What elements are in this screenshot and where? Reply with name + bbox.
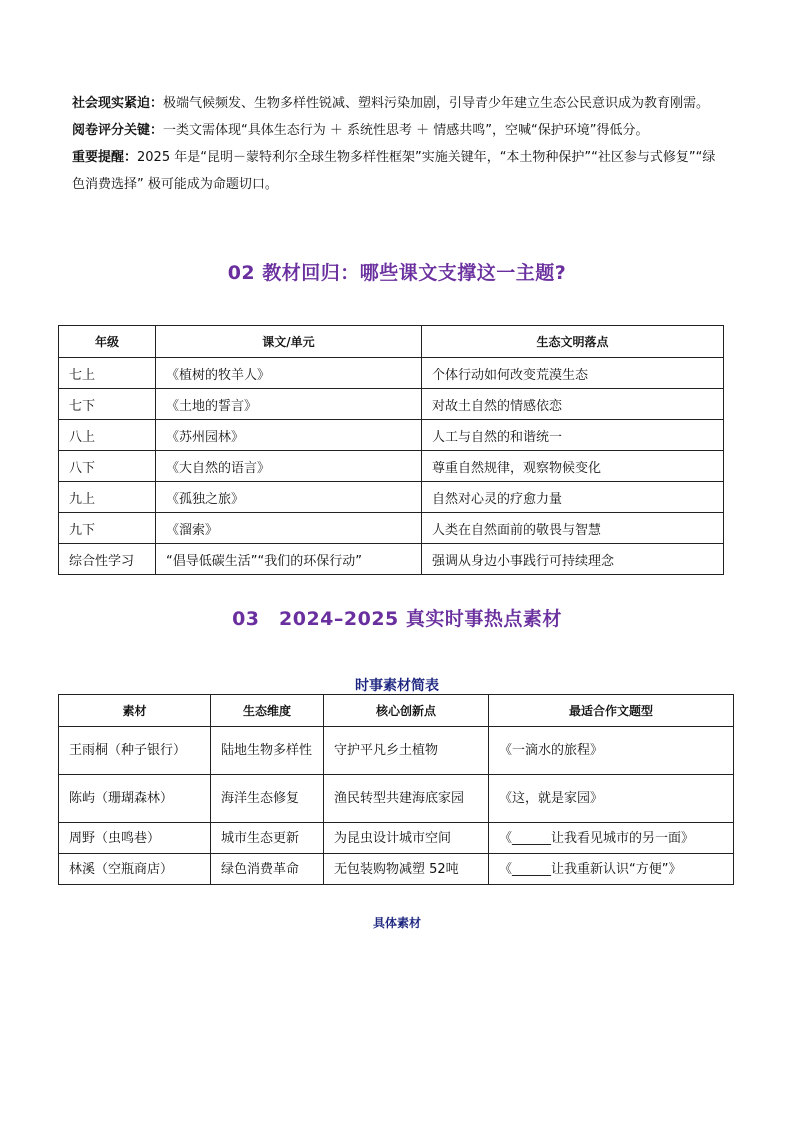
focus-cell: 人工与自然的和谐统一 bbox=[422, 420, 724, 451]
table-row bbox=[59, 420, 724, 451]
lesson-cell: 《溜索》 bbox=[156, 513, 422, 544]
table-row bbox=[59, 727, 734, 775]
lesson-cell: 《孤独之旅》 bbox=[156, 482, 422, 513]
table-row bbox=[59, 544, 724, 575]
materials-label: 具体素材 bbox=[372, 916, 421, 930]
focus-cell: 尊重自然规律，观察物候变化 bbox=[422, 451, 724, 482]
grade-cell: 七上 bbox=[59, 358, 156, 389]
intro-note: 社会现实紧迫：极端气候频发、生物多样性锐减、塑料污染加剧，引导青少年建立生态公民意识成为教育刚需。 bbox=[72, 96, 710, 111]
table-row bbox=[59, 775, 734, 823]
innovation-cell: 无包装购物减塑 52吨 bbox=[324, 854, 489, 885]
material-cell: 周野（虫鸣巷） bbox=[59, 823, 211, 854]
essay-topic-cell: 《一滴水的旅程》 bbox=[489, 727, 734, 775]
column-header: 核心创新点 bbox=[324, 695, 489, 727]
column-header: 课文/单元 bbox=[156, 326, 422, 358]
lesson-cell: 《土地的誓言》 bbox=[156, 389, 422, 420]
grade-cell: 七下 bbox=[59, 389, 156, 420]
table-caption: 时事素材简表 bbox=[355, 678, 439, 694]
dimension-cell: 绿色消费革命 bbox=[211, 854, 324, 885]
column-header: 生态文明落点 bbox=[422, 326, 724, 358]
table-header-row bbox=[59, 326, 724, 358]
grade-cell: 九上 bbox=[59, 482, 156, 513]
table-row bbox=[59, 854, 734, 885]
column-header: 最适合作文题型 bbox=[489, 695, 734, 727]
dimension-cell: 陆地生物多样性 bbox=[211, 727, 324, 775]
grade-cell: 综合性学习 bbox=[59, 544, 156, 575]
column-header: 年级 bbox=[59, 326, 156, 358]
innovation-cell: 渔民转型共建海底家园 bbox=[324, 775, 489, 823]
grade-cell: 九下 bbox=[59, 513, 156, 544]
intro-note: 重要提醒：2025 年是“昆明－蒙特利尔全球生物多样性框架”实施关键年，“本土物种保护”“社区参与式修复”“绿色消费选择” 极可能成为命题切口。 bbox=[72, 150, 716, 192]
dimension-cell: 城市生态更新 bbox=[211, 823, 324, 854]
focus-cell: 对故土自然的情感依恋 bbox=[422, 389, 724, 420]
essay-topic-cell: 《______让我看见城市的另一面》 bbox=[489, 823, 734, 854]
table-header-row bbox=[59, 695, 734, 727]
innovation-cell: 为昆虫设计城市空间 bbox=[324, 823, 489, 854]
table-row bbox=[59, 823, 734, 854]
material-cell: 陈屿（珊瑚森林） bbox=[59, 775, 211, 823]
table-row bbox=[59, 358, 724, 389]
dimension-cell: 海洋生态修复 bbox=[211, 775, 324, 823]
intro-notes bbox=[72, 90, 726, 198]
essay-topic-cell: 《这，就是家园》 bbox=[489, 775, 734, 823]
intro-note: 阅卷评分关键：一类文需体现“具体生态行为 ＋ 系统性思考 ＋ 情感共鸣”，空喊“保护环境”得低分。 bbox=[72, 123, 649, 138]
material-cell: 王雨桐（种子银行） bbox=[59, 727, 211, 775]
grade-cell: 八上 bbox=[59, 420, 156, 451]
column-header: 生态维度 bbox=[211, 695, 324, 727]
focus-cell: 自然对心灵的疗愈力量 bbox=[422, 482, 724, 513]
table-row bbox=[59, 513, 724, 544]
textbook-table bbox=[58, 325, 724, 575]
lesson-cell: 《大自然的语言》 bbox=[156, 451, 422, 482]
current-events-table bbox=[58, 694, 734, 885]
grade-cell: 八下 bbox=[59, 451, 156, 482]
table-row bbox=[59, 482, 724, 513]
innovation-cell: 守护平凡乡土植物 bbox=[324, 727, 489, 775]
focus-cell: 个体行动如何改变荒漠生态 bbox=[422, 358, 724, 389]
section-heading-current-events: 03 2024–2025 真实时事热点素材 bbox=[232, 608, 562, 630]
focus-cell: 强调从身边小事践行可持续理念 bbox=[422, 544, 724, 575]
lesson-cell: 《苏州园林》 bbox=[156, 420, 422, 451]
focus-cell: 人类在自然面前的敬畏与智慧 bbox=[422, 513, 724, 544]
lesson-cell: “倡导低碳生活”“我们的环保行动” bbox=[156, 544, 422, 575]
essay-topic-cell: 《______让我重新认识“方便”》 bbox=[489, 854, 734, 885]
section-heading-textbooks: 02 教材回归：哪些课文支撑这一主题? bbox=[227, 262, 567, 284]
material-cell: 林溪（空瓶商店） bbox=[59, 854, 211, 885]
table-row bbox=[59, 389, 724, 420]
table-row bbox=[59, 451, 724, 482]
column-header: 素材 bbox=[59, 695, 211, 727]
lesson-cell: 《植树的牧羊人》 bbox=[156, 358, 422, 389]
